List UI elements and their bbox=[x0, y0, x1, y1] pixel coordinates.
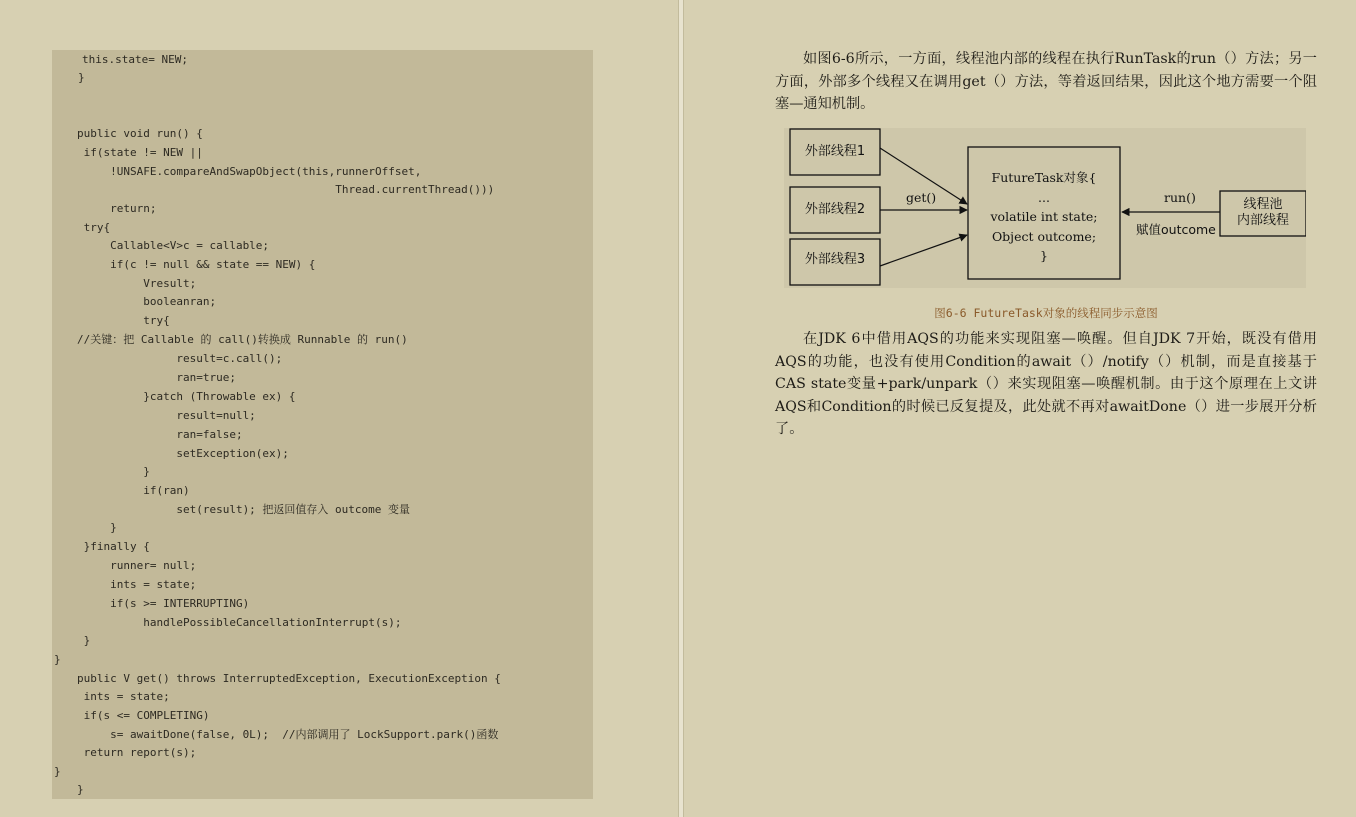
ft-line-4: Object outcome; bbox=[991, 228, 1097, 244]
code-line: result=null; bbox=[77, 409, 256, 422]
code-line: !UNSAFE.compareAndSwapObject(this,runnerOffset, bbox=[77, 165, 422, 178]
code-line: result=c.call(); bbox=[77, 352, 283, 365]
label-external-thread-1: 外部线程1 bbox=[804, 144, 866, 159]
paragraph-intro: 如图6-6所示，一方面，线程池内部的线程在执行RunTask的run（）方法；另一方面，外部多个线程又在调用get（）方法，等着返回结果，因此这个地方需要一个阻塞—通知机制。 bbox=[775, 51, 1317, 112]
code-line: } bbox=[77, 521, 117, 534]
code-line: } bbox=[77, 465, 150, 478]
pool-line-2: 内部线程 bbox=[1236, 213, 1289, 228]
futuretask-diagram bbox=[784, 128, 1306, 288]
code-line: this.state= NEW; bbox=[82, 53, 188, 66]
code-line: ints = state; bbox=[77, 690, 170, 703]
code-line: Vresult; bbox=[77, 277, 197, 290]
pool-line-1: 线程池 bbox=[1243, 197, 1283, 212]
code-line: set(result); 把返回值存入 outcome 变量 bbox=[77, 503, 411, 516]
label-get: get() bbox=[906, 190, 937, 205]
code-line: if(s <= COMPLETING) bbox=[77, 709, 210, 722]
code-line: } bbox=[78, 71, 85, 84]
code-line: }finally { bbox=[77, 540, 150, 553]
code-line: try{ bbox=[77, 221, 111, 234]
ft-line-5: } bbox=[1040, 248, 1048, 263]
code-line: Callable<V>c = callable; bbox=[77, 239, 270, 252]
code-line: try{ bbox=[77, 314, 170, 327]
figure-caption: 图6-6 FutureTask对象的线程同步示意图 bbox=[934, 306, 1158, 320]
code-line: } bbox=[54, 765, 61, 778]
code-line: if(ran) bbox=[77, 484, 190, 497]
label-external-thread-3: 外部线程3 bbox=[804, 252, 866, 267]
code-line: public V get() throws InterruptedException, ExecutionException { bbox=[77, 672, 501, 685]
code-comment-line: s= awaitDone(false, 0L); //内部调用了 LockSupport.park()函数 bbox=[77, 728, 499, 741]
code-line: return; bbox=[77, 202, 157, 215]
code-comment-line: //关键：把 Callable 的 call()转换成 Runnable 的 run() bbox=[77, 333, 408, 346]
code-line: return report(s); bbox=[77, 746, 197, 759]
code-line: ran=true; bbox=[77, 371, 236, 384]
code-line: Thread.currentThread())) bbox=[77, 183, 495, 196]
label-run: run() bbox=[1164, 190, 1196, 205]
code-line: } bbox=[54, 653, 61, 666]
code-line: if(c != null && state == NEW) { bbox=[77, 258, 316, 271]
code-line: if(state != NEW || bbox=[77, 146, 203, 159]
code-line: } bbox=[77, 783, 84, 796]
code-line: setException(ex); bbox=[77, 447, 289, 460]
label-thread-pool bbox=[1220, 197, 1306, 229]
code-line: if(s >= INTERRUPTING) bbox=[77, 597, 250, 610]
code-line: booleanran; bbox=[77, 295, 217, 308]
code-block bbox=[52, 50, 593, 799]
ft-line-1: FutureTask对象{ bbox=[991, 170, 1097, 185]
arrow-thread3 bbox=[880, 235, 967, 266]
code-line: runner= null; bbox=[77, 559, 197, 572]
code-line: } bbox=[77, 634, 91, 647]
code-line: ints = state; bbox=[77, 578, 197, 591]
code-line: }catch (Throwable ex) { bbox=[77, 390, 296, 403]
paragraph-jdk: 在JDK 6中借用AQS的功能来实现阻塞—唤醒。但自JDK 7开始，既没有借用AQS的功能，也没有使用Condition的await（）/notify（）机制，而是直接基于CAS state变量+park/unpark（）来实现阻塞—唤醒机制。由于这个原理在上文讲AQS和Condition的时候已反复提及，此处就不再对awaitDone（）进一步展开分析了。 bbox=[775, 331, 1317, 437]
futuretask-content bbox=[969, 168, 1119, 266]
label-assign-outcome: 赋值outcome bbox=[1136, 222, 1216, 237]
label-external-thread-2: 外部线程2 bbox=[804, 202, 866, 217]
code-line: public void run() { bbox=[77, 127, 203, 140]
ft-line-3: volatile int state; bbox=[990, 209, 1098, 224]
code-line: ran=false; bbox=[77, 428, 243, 441]
code-line: handlePossibleCancellationInterrupt(s); bbox=[77, 616, 402, 629]
ft-line-2: ... bbox=[1038, 189, 1050, 205]
